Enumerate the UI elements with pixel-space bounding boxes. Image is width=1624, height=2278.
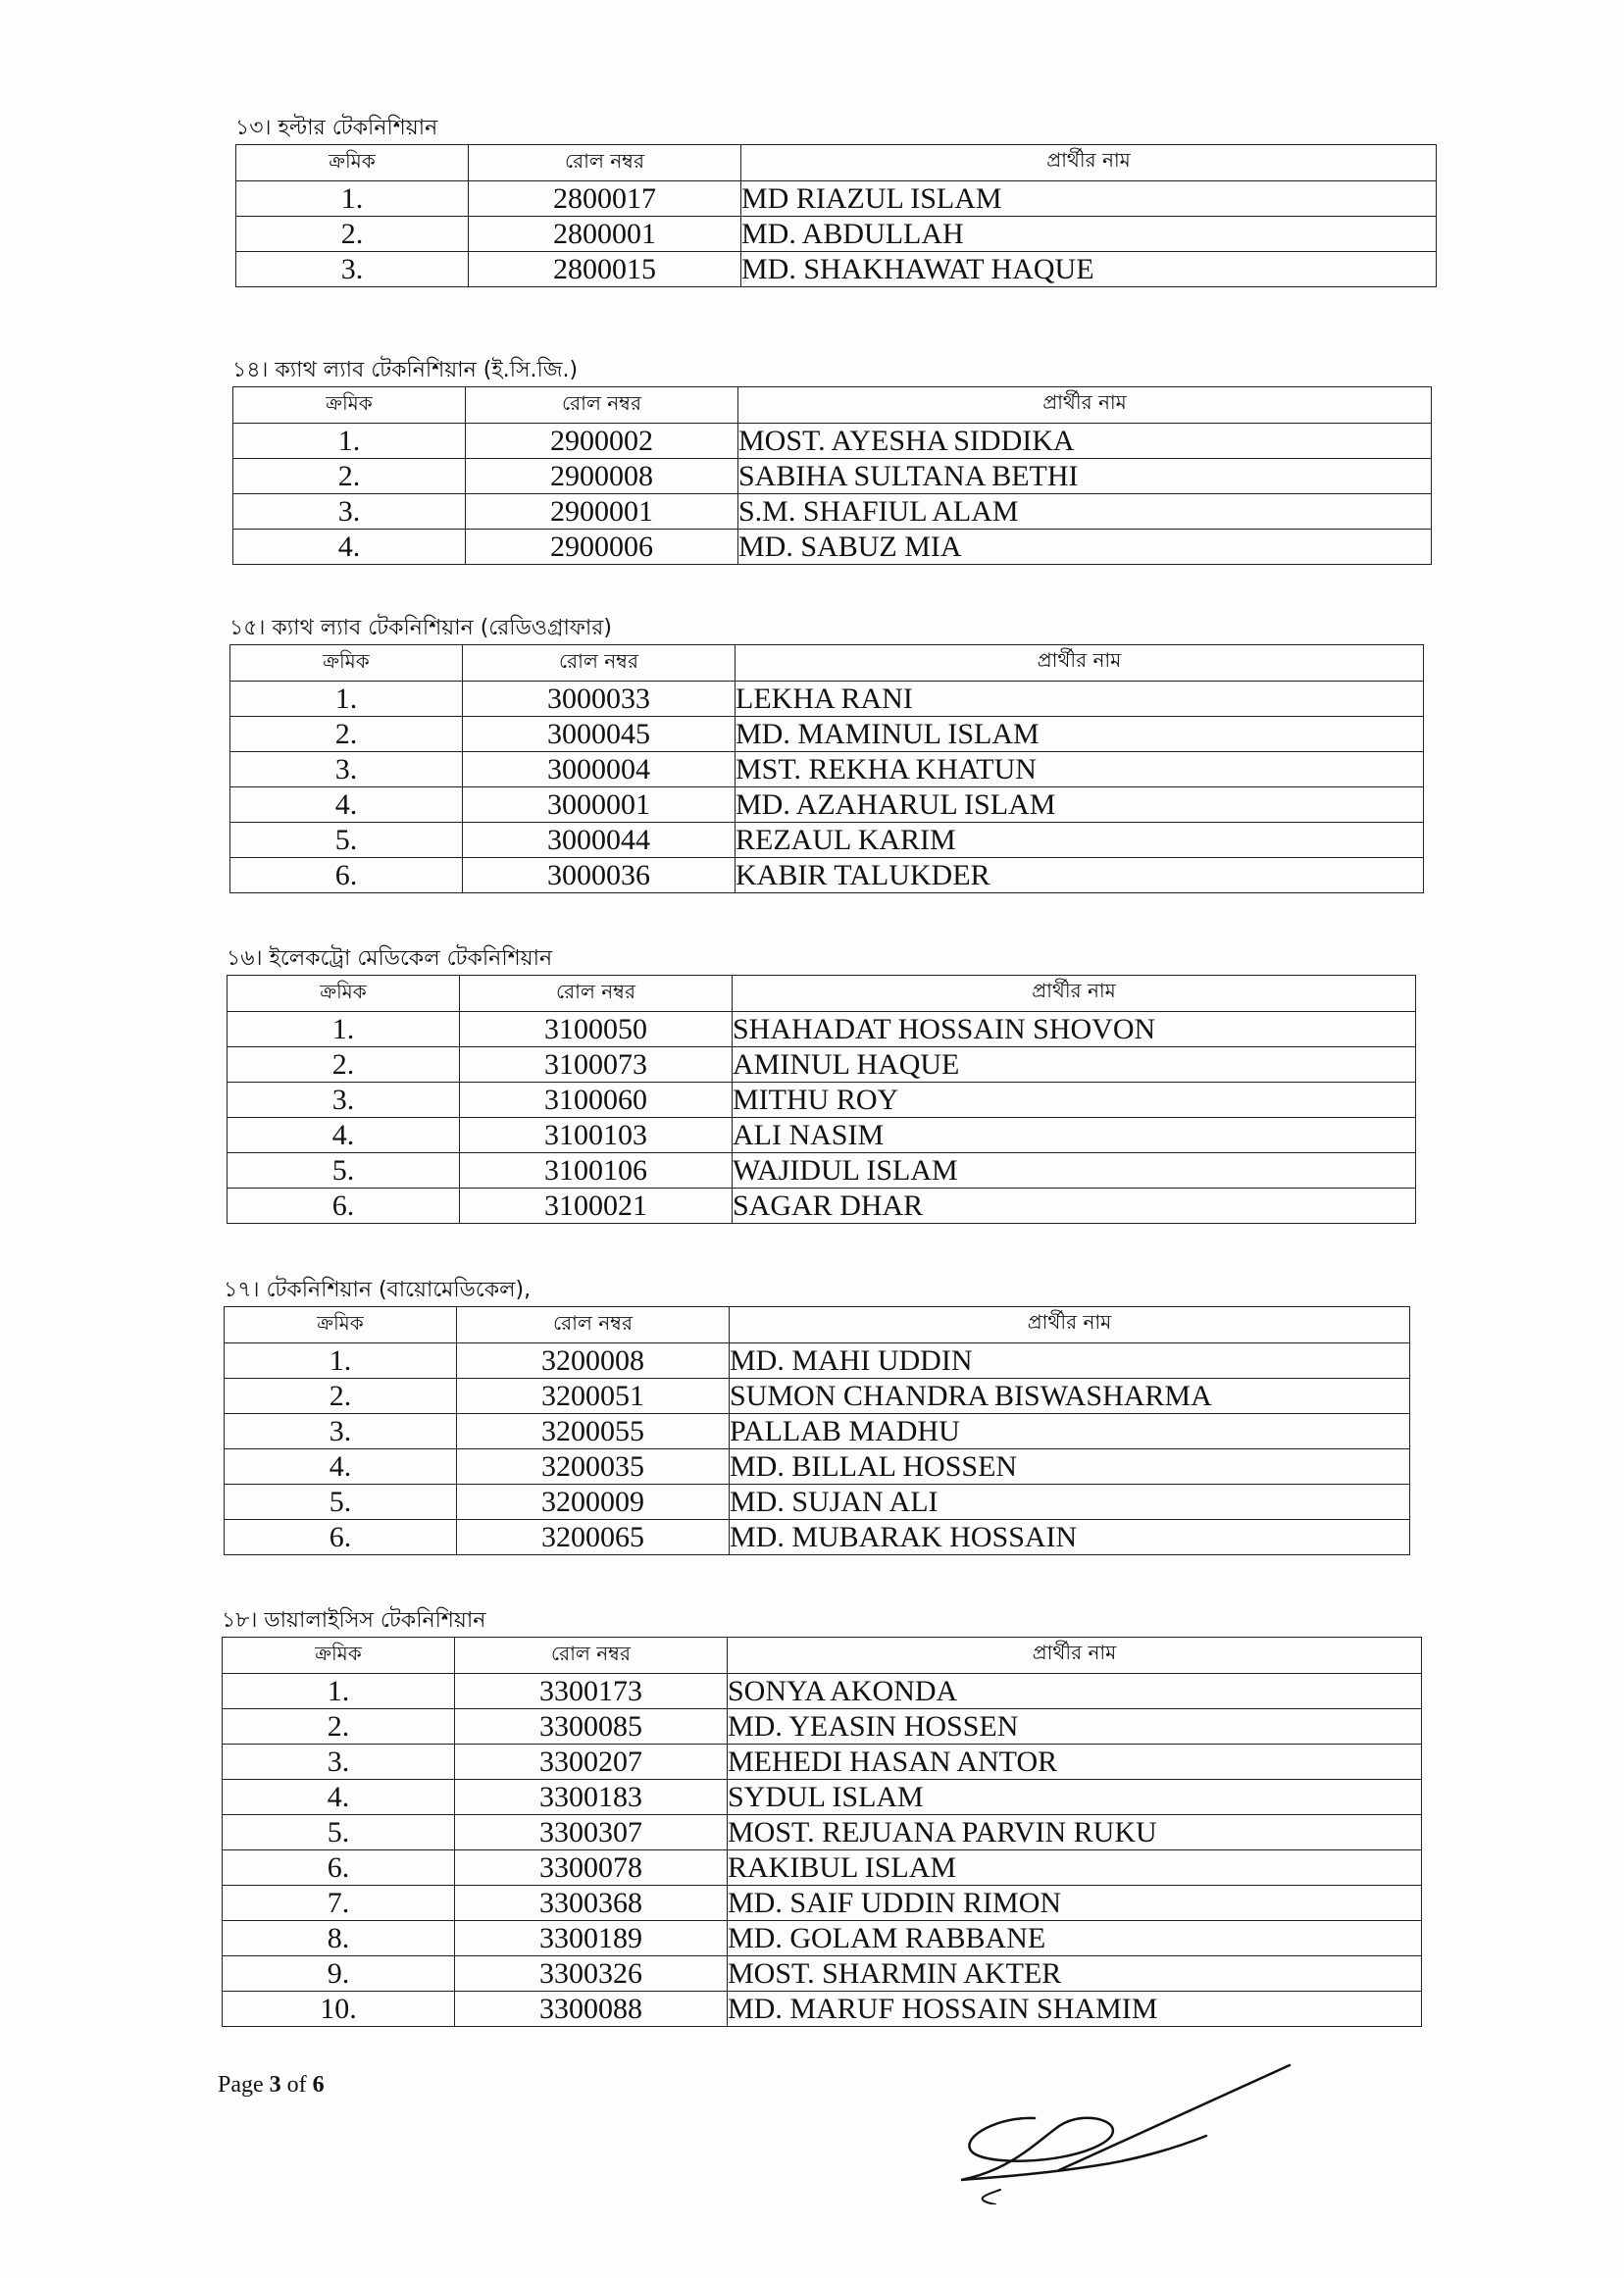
table-row [236,217,1437,252]
roll-cell: 3200055 [457,1414,730,1449]
roll-cell: 3300307 [455,1815,728,1850]
table-row [233,530,1432,565]
name-cell: ALI NASIM [733,1118,1416,1153]
header-roll: রোল নম্বর [457,1307,730,1343]
table-header-row [230,645,1424,682]
header-serial: ক্রমিক [233,387,466,424]
roll-cell: 3300207 [455,1745,728,1780]
section-holter-technician [235,113,1437,287]
section-cath-lab-radiographer [229,613,1424,893]
name-cell: MOST. AYESHA SIDDIKA [738,424,1432,459]
name-cell: MST. REKHA KHATUN [736,752,1424,787]
roll-cell: 2800017 [469,181,741,217]
serial-cell: 6. [223,1850,455,1886]
section-title: ১৭। টেকনিশিয়ান (বায়োমেডিকেল), [224,1278,532,1302]
header-name: প্রার্থীর নাম [736,645,1424,682]
page-number [218,2072,325,2099]
table-row [225,1414,1410,1449]
roll-cell: 3000004 [463,752,736,787]
table-row [225,1379,1410,1414]
header-serial: ক্রমিক [228,976,460,1012]
header-name: প্রার্থীর নাম [728,1638,1422,1674]
current-page: 3 [269,2072,281,2098]
serial-cell: 6. [225,1520,457,1555]
serial-cell: 1. [223,1674,455,1709]
roll-cell: 3100103 [460,1118,733,1153]
roll-cell: 3300326 [455,1956,728,1992]
roll-cell: 2800001 [469,217,741,252]
name-cell: SONYA AKONDA [728,1674,1422,1709]
roll-cell: 3300368 [455,1886,728,1921]
table-row [230,858,1424,893]
table-row [228,1118,1416,1153]
roll-cell: 3000036 [463,858,736,893]
name-cell: RAKIBUL ISLAM [728,1850,1422,1886]
table-row [228,1012,1416,1047]
name-cell: MEHEDI HASAN ANTOR [728,1745,1422,1780]
serial-cell: 1. [230,682,463,717]
serial-cell: 3. [233,494,466,530]
table-row [225,1449,1410,1485]
serial-cell: 1. [233,424,466,459]
name-cell: PALLAB MADHU [730,1414,1410,1449]
table-row [228,1083,1416,1118]
roll-cell: 3100106 [460,1153,733,1189]
section-title: ১৩। হল্টার টেকনিশিয়ান [235,116,438,140]
table-row [228,1189,1416,1224]
table-row [236,252,1437,287]
roll-cell: 3200065 [457,1520,730,1555]
roll-cell: 3200009 [457,1485,730,1520]
name-cell: MD. SAIF UDDIN RIMON [728,1886,1422,1921]
serial-cell: 3. [230,752,463,787]
serial-cell: 9. [223,1956,455,1992]
header-roll: রোল নম্বর [463,645,736,682]
header-name: প্রার্থীর নাম [738,387,1432,424]
name-cell: MD. MAMINUL ISLAM [736,717,1424,752]
name-cell: MD. MUBARAK HOSSAIN [730,1520,1410,1555]
serial-cell: 4. [225,1449,457,1485]
section-title: ১৪। ক্যাথ ল্যাব টেকনিশিয়ান (ই.সি.জি.) [232,358,579,382]
header-serial: ক্রমিক [230,645,463,682]
table-row [230,787,1424,823]
of-word: of [286,2072,307,2098]
roll-cell: 3000001 [463,787,736,823]
name-cell: MD. GOLAM RABBANE [728,1921,1422,1956]
header-serial: ক্রমিক [236,145,469,181]
name-cell: MITHU ROY [733,1083,1416,1118]
serial-cell: 10. [223,1992,455,2027]
table-row [223,1780,1422,1815]
serial-cell: 2. [236,217,469,252]
section-title: ১৮। ডায়ালাইসিস টেকনিশিয়ান [222,1608,486,1633]
section-biomedical-technician [224,1275,1410,1555]
serial-cell: 4. [233,530,466,565]
candidate-table [229,644,1424,893]
roll-cell: 3200051 [457,1379,730,1414]
handwritten-signature-icon [941,2057,1294,2209]
roll-cell: 2800015 [469,252,741,287]
serial-cell: 3. [236,252,469,287]
table-row [233,459,1432,494]
table-header-row [223,1638,1422,1674]
name-cell: KABIR TALUKDER [736,858,1424,893]
candidate-table [222,1637,1422,2027]
roll-cell: 3100050 [460,1012,733,1047]
serial-cell: 2. [223,1709,455,1745]
serial-cell: 1. [225,1343,457,1379]
name-cell: MD. MARUF HOSSAIN SHAMIM [728,1992,1422,2027]
table-row [223,1921,1422,1956]
serial-cell: 4. [228,1118,460,1153]
roll-cell: 3000044 [463,823,736,858]
roll-cell: 3300085 [455,1709,728,1745]
name-cell: LEKHA RANI [736,682,1424,717]
table-row [223,1709,1422,1745]
serial-cell: 5. [230,823,463,858]
table-row [223,1850,1422,1886]
serial-cell: 5. [225,1485,457,1520]
name-cell: SHAHADAT HOSSAIN SHOVON [733,1012,1416,1047]
header-name: প্রার্থীর নাম [741,145,1437,181]
roll-cell: 2900006 [466,530,738,565]
serial-cell: 5. [223,1815,455,1850]
roll-cell: 3100021 [460,1189,733,1224]
serial-cell: 3. [228,1083,460,1118]
name-cell: SAGAR DHAR [733,1189,1416,1224]
table-row [230,752,1424,787]
page-word: Page [218,2072,264,2098]
roll-cell: 3100060 [460,1083,733,1118]
candidate-table [224,1306,1410,1555]
table-row [223,1745,1422,1780]
header-roll: রোল নম্বর [469,145,741,181]
name-cell: MD RIAZUL ISLAM [741,181,1437,217]
section-dialysis-technician [222,1605,1422,2027]
serial-cell: 6. [230,858,463,893]
candidate-table [235,144,1437,287]
name-cell: MD. BILLAL HOSSEN [730,1449,1410,1485]
table-row [233,494,1432,530]
header-name: প্রার্থীর নাম [733,976,1416,1012]
table-row [225,1343,1410,1379]
name-cell: S.M. SHAFIUL ALAM [738,494,1432,530]
serial-cell: 3. [225,1414,457,1449]
table-row [223,1956,1422,1992]
name-cell: SABIHA SULTANA BETHI [738,459,1432,494]
serial-cell: 5. [228,1153,460,1189]
table-header-row [225,1307,1410,1343]
table-row [225,1485,1410,1520]
roll-cell: 2900001 [466,494,738,530]
roll-cell: 3000045 [463,717,736,752]
name-cell: MD. AZAHARUL ISLAM [736,787,1424,823]
header-name: প্রার্থীর নাম [730,1307,1410,1343]
table-row [230,823,1424,858]
table-row [228,1047,1416,1083]
serial-cell: 1. [236,181,469,217]
roll-cell: 2900008 [466,459,738,494]
roll-cell: 3300078 [455,1850,728,1886]
table-row [223,1886,1422,1921]
name-cell: SYDUL ISLAM [728,1780,1422,1815]
section-title: ১৬। ইলেকট্রো মেডিকেল টেকনিশিয়ান [227,946,553,971]
name-cell: MD. ABDULLAH [741,217,1437,252]
serial-cell: 3. [223,1745,455,1780]
total-pages: 6 [312,2072,325,2098]
table-row [225,1520,1410,1555]
name-cell: MOST. REJUANA PARVIN RUKU [728,1815,1422,1850]
roll-cell: 3300189 [455,1921,728,1956]
name-cell: MD. SABUZ MIA [738,530,1432,565]
name-cell: WAJIDUL ISLAM [733,1153,1416,1189]
roll-cell: 2900002 [466,424,738,459]
roll-cell: 3100073 [460,1047,733,1083]
name-cell: AMINUL HAQUE [733,1047,1416,1083]
serial-cell: 2. [230,717,463,752]
section-title: ১৫। ক্যাথ ল্যাব টেকনিশিয়ান (রেডিওগ্রাফার) [229,616,612,640]
header-roll: রোল নম্বর [460,976,733,1012]
candidate-table [227,975,1416,1224]
serial-cell: 2. [225,1379,457,1414]
table-header-row [233,387,1432,424]
table-row [230,717,1424,752]
section-electro-medical-technician [227,943,1416,1224]
serial-cell: 2. [233,459,466,494]
table-row [233,424,1432,459]
table-header-row [236,145,1437,181]
roll-cell: 3000033 [463,682,736,717]
header-roll: রোল নম্বর [455,1638,728,1674]
serial-cell: 6. [228,1189,460,1224]
table-row [223,1674,1422,1709]
header-roll: রোল নম্বর [466,387,738,424]
name-cell: REZAUL KARIM [736,823,1424,858]
table-row [223,1815,1422,1850]
table-row [236,181,1437,217]
serial-cell: 4. [230,787,463,823]
serial-cell: 1. [228,1012,460,1047]
table-row [230,682,1424,717]
header-serial: ক্রমিক [225,1307,457,1343]
name-cell: MD. SHAKHAWAT HAQUE [741,252,1437,287]
serial-cell: 7. [223,1886,455,1921]
table-row [223,1992,1422,2027]
section-cath-lab-ecg-technician [232,355,1432,565]
roll-cell: 3200035 [457,1449,730,1485]
roll-cell: 3300183 [455,1780,728,1815]
serial-cell: 8. [223,1921,455,1956]
name-cell: MD. MAHI UDDIN [730,1343,1410,1379]
header-serial: ক্রমিক [223,1638,455,1674]
name-cell: MOST. SHARMIN AKTER [728,1956,1422,1992]
serial-cell: 2. [228,1047,460,1083]
table-row [228,1153,1416,1189]
name-cell: SUMON CHANDRA BISWASHARMA [730,1379,1410,1414]
roll-cell: 3300088 [455,1992,728,2027]
candidate-table [232,386,1432,565]
name-cell: MD. SUJAN ALI [730,1485,1410,1520]
roll-cell: 3200008 [457,1343,730,1379]
table-header-row [228,976,1416,1012]
name-cell: MD. YEASIN HOSSEN [728,1709,1422,1745]
serial-cell: 4. [223,1780,455,1815]
roll-cell: 3300173 [455,1674,728,1709]
